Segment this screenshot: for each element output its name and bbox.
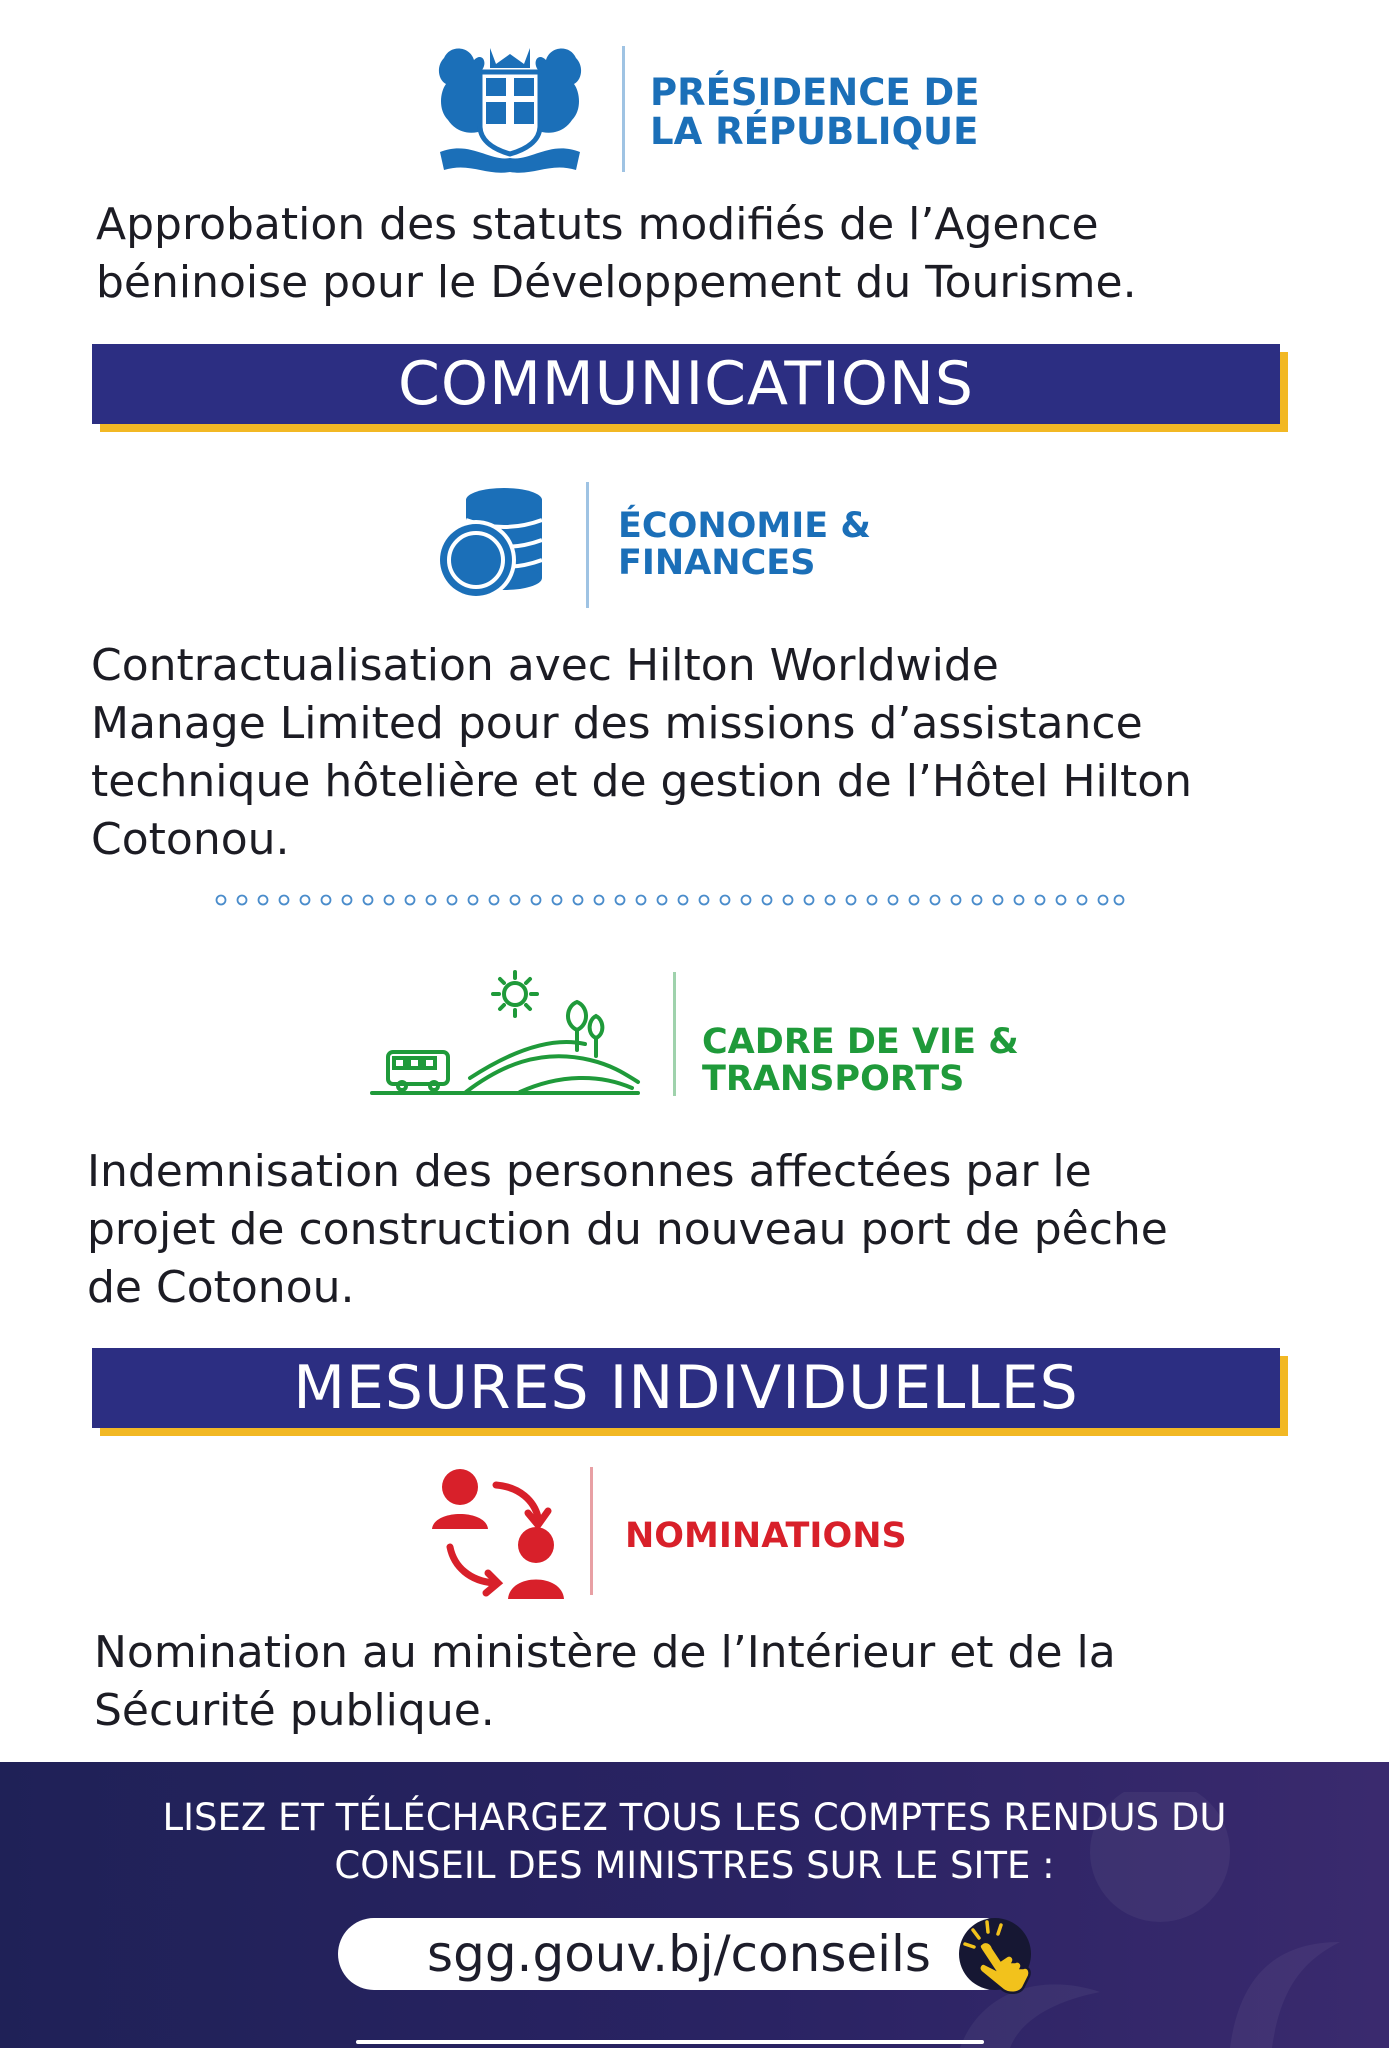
landscape-bus-icon — [370, 966, 642, 1100]
cadre-line: projet de construction du nouveau port de pêche — [87, 1204, 1168, 1255]
economie-paragraph — [91, 637, 1192, 869]
site-link[interactable]: sgg.gouv.bj/conseils — [338, 1918, 1020, 1990]
coat-of-arms-icon — [430, 40, 590, 180]
mesures-individuelles-title: MESURES INDIVIDUELLES — [92, 1348, 1280, 1428]
footer-line1: LISEZ ET TÉLÉCHARGEZ TOUS LES COMPTES RENDUS DU — [162, 1796, 1227, 1839]
header-title-line1: PRÉSIDENCE DE — [650, 71, 980, 114]
economie-line: Manage Limited pour des missions d’assistance — [91, 698, 1143, 749]
dotted-divider — [214, 893, 1126, 907]
nominations-line: Nomination au ministère de l’Intérieur et de la — [94, 1627, 1116, 1678]
nominations-title: NOMINATIONS — [625, 1516, 907, 1556]
nominations-line: Sécurité publique. — [94, 1685, 495, 1736]
intro-paragraph — [96, 196, 1137, 312]
intro-line: béninoise pour le Développement du Tourisme. — [96, 257, 1137, 308]
cadre-line: de Cotonou. — [87, 1262, 355, 1313]
economie-line: Cotonou. — [91, 814, 290, 865]
footer-line2: CONSEIL DES MINISTRES SUR LE SITE : — [334, 1844, 1055, 1887]
economie-title-line2: FINANCES — [618, 542, 816, 583]
economie-title-line1: ÉCONOMIE & — [618, 506, 871, 546]
cadre-title-line1: CADRE DE VIE & — [702, 1022, 1019, 1062]
communications-banner — [92, 344, 1280, 424]
cadre-line: Indemnisation des personnes affectées par le — [87, 1146, 1092, 1197]
economie-line: Contractualisation avec Hilton Worldwide — [91, 640, 999, 691]
nominations-paragraph — [94, 1624, 1116, 1740]
footer — [0, 1762, 1389, 2048]
communications-title: COMMUNICATIONS — [92, 344, 1280, 424]
header-title-line2: LA RÉPUBLIQUE — [650, 109, 979, 153]
click-hand-icon[interactable] — [955, 1916, 1051, 1996]
economie-line: technique hôtelière et de gestion de l’Hôtel Hilton — [91, 756, 1193, 807]
economie-title — [618, 508, 871, 582]
coins-stack-icon — [432, 486, 552, 606]
mesures-individuelles-banner — [92, 1348, 1280, 1428]
intro-line: Approbation des statuts modifiés de l’Agence — [96, 199, 1099, 250]
header-title — [650, 71, 980, 153]
cadre-title — [702, 1024, 1019, 1098]
cadre-paragraph — [87, 1143, 1168, 1317]
people-exchange-icon — [430, 1465, 570, 1601]
footer-bottom-rule — [356, 2040, 984, 2044]
cadre-title-line2: TRANSPORTS — [702, 1058, 965, 1099]
